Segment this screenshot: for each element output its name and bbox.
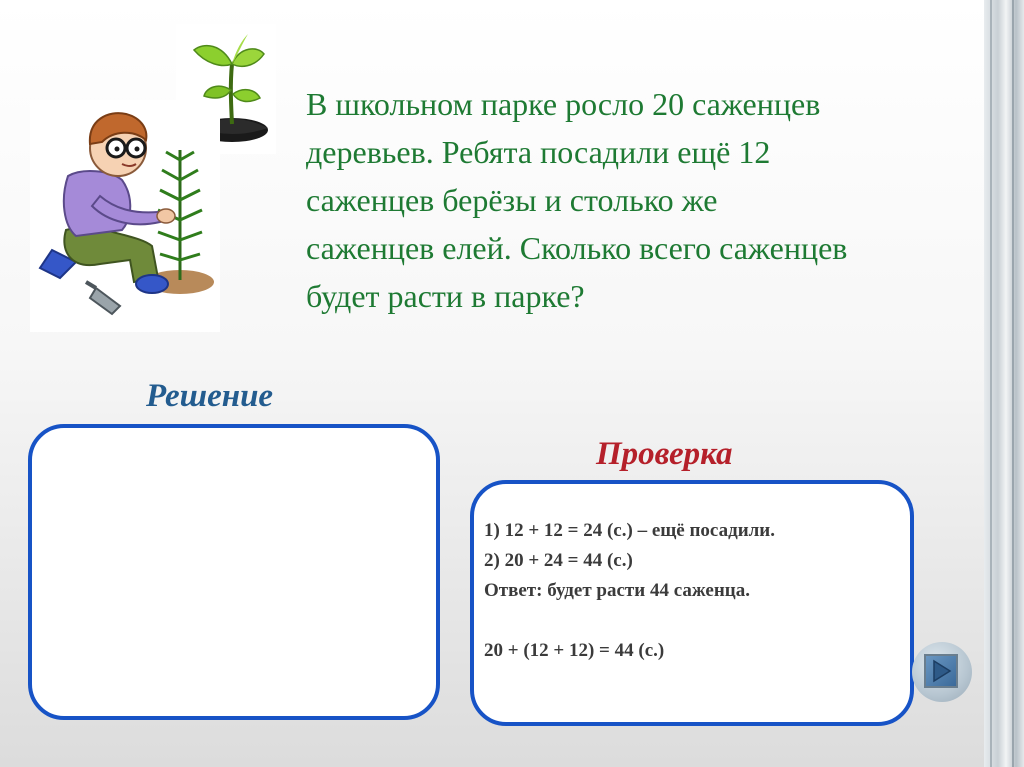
check-title: Проверка xyxy=(596,436,733,472)
solution-title: Решение xyxy=(146,378,274,414)
check-step-2: 2) 20 + 24 = 44 (с.) xyxy=(484,550,633,571)
gardener-icon xyxy=(30,100,220,332)
gardener-illustration xyxy=(30,100,220,332)
problem-line: В школьном парке росло 20 саженцев xyxy=(306,86,821,122)
check-answer: Ответ: будет расти 44 саженца. xyxy=(484,580,750,601)
problem-line: деревьев. Ребята посадили ещё 12 xyxy=(306,134,771,170)
problem-line: саженцев берёзы и столько же xyxy=(306,182,718,218)
next-slide-button[interactable] xyxy=(912,642,972,702)
problem-text xyxy=(306,80,996,320)
problem-line: будет расти в парке? xyxy=(306,278,585,314)
check-content xyxy=(484,516,944,666)
next-arrow-icon xyxy=(926,656,956,686)
solution-box xyxy=(28,424,440,720)
check-step-1: 1) 12 + 12 = 24 (с.) – ещё посадили. xyxy=(484,520,776,541)
problem-line: саженцев елей. Сколько всего саженцев xyxy=(306,230,848,266)
spacer xyxy=(484,606,944,636)
next-button-frame xyxy=(924,654,958,688)
check-expression: 20 + (12 + 12) = 44 (с.) xyxy=(484,640,665,661)
